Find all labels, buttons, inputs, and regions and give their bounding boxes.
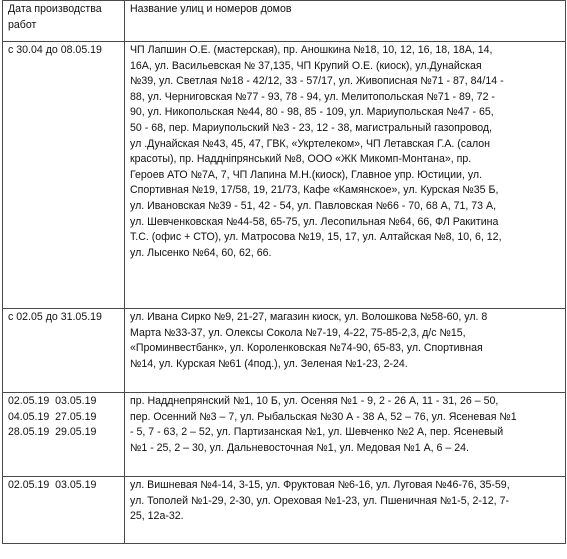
table-row	[3, 309, 566, 393]
streets-line: №14, ул. Курская №61 (4под.), ул. Зеленая №1-23, 2-24.	[130, 357, 408, 370]
date-cell	[3, 393, 125, 477]
streets-line: №1 - 25, 2 – 30, ул. Дальневосточная №1, ул. Медовая №1 А, 6 – 24.	[130, 441, 469, 454]
streets-cell	[125, 42, 566, 309]
date-line: 02.05.19 03.05.19	[8, 395, 97, 407]
streets-line: №39, ул. Светлая №18 - 42/12, 33 - 57/17, ул. Живописная №71 - 87, 84/14 -	[130, 75, 504, 88]
date-cell	[3, 42, 125, 309]
streets-line: 88, ул. Черниговская №77 - 93, 78 - 94, ул. Мелитопольская №71 - 89, 72 -	[130, 90, 495, 103]
streets-line: - 5, 7 - 63, 2 – 52, ул. Партизанская №1, ул. Шевченко №2 А, пер. Ясеневый	[130, 426, 504, 439]
streets-line: 50 - 68, пер. Мариупольский №3 - 23, 12 - 38, магистральный газопровод,	[130, 121, 492, 134]
streets-line: Спортивная №19, 17/58, 19, 21/73, Кафе «Камянское», ул. Курская №35 Б,	[130, 184, 499, 197]
streets-line: 25, 12а-32.	[130, 510, 184, 523]
header-date-line: работ	[8, 18, 37, 31]
streets-line: ул. Шевченковская №44-58, 65-75, ул. Лесопильная №64, 66, ФЛ Ракитина	[130, 215, 499, 228]
header-date-line: Дата производства	[8, 3, 102, 15]
streets-line: 90, ул. Никопольская №44, 80 - 98, 85 - 109, ул. Мариупольская №47 - 65,	[130, 106, 494, 119]
date-line: 28.05.19 29.05.19	[8, 426, 97, 439]
streets-line: «Проминвестбанк», ул. Короленковская №74-90, 65-83, ул. Спортивная	[130, 342, 483, 355]
streets-line: Т.С. (офис + СТО), ул. Матросова №19, 15, 17, ул. Алтайская №8, 10, 6, 12,	[130, 231, 502, 244]
date-line: с 30.04 до 08.05.19	[8, 44, 102, 56]
schedule-table	[2, 0, 566, 544]
table-header-row	[3, 1, 566, 42]
streets-line: ул. Ивановская №39 - 51, 42 - 54, ул. Павловская №66 - 70, 68 А, 71, 73 А,	[130, 199, 497, 212]
streets-line: Героев АТО №7А, 7, ЧП Лапина М.Н.(киоск), Главное упр. Юстиции, ул.	[130, 168, 483, 181]
streets-line: ул. Ивана Сирко №9, 21-27, магазин киоск, ул. Волошкова №58-60, ул. 8	[130, 311, 488, 323]
date-line: с 02.05 до 31.05.19	[8, 311, 102, 323]
streets-line: пер. Осенний №3 – 7, ул. Рыбальская №30 А - 38 А, 52 – 76, ул. Ясеневая №1	[130, 410, 517, 423]
streets-line: красоты), пр. Наддніпрянський №8, ООО «ЖК Микомп-Монтана», пр.	[130, 153, 472, 166]
streets-line: ул. Тополей №1-29, 2-30, ул. Ореховая №1-23, ул. Пшеничная №1-5, 2-12, 7-	[130, 494, 509, 507]
streets-line: Марта №33-37, ул. Олексы Сокола №7-19, 4-22, 75-85-2,3, д/с №15,	[130, 326, 466, 339]
table-row	[3, 477, 566, 544]
date-cell	[3, 309, 125, 393]
streets-line: 16А, ул. Васильевская № 37,135, ЧП Крупий О.Е. (киоск), ул.Дунайская	[130, 59, 482, 72]
streets-line: пр. Надднепрянский №1, 10 Б, ул. Осеняя №1 - 9, 2 - 26 А, 11 - 31, 26 – 50,	[130, 395, 499, 407]
streets-line: ул .Дунайская №43, 45, 47, ГВК, «Укртелеком», ЧП Летавская Г.А. (салон	[130, 137, 491, 150]
streets-cell	[125, 393, 566, 477]
streets-line: ЧП Лапшин О.Е. (мастерская), пр. Аношкина №18, 10, 12, 16, 18, 18А, 14,	[130, 44, 493, 56]
streets-line: ул. Вишневая №4-14, 3-15, ул. Фруктовая №6-16, ул. Луговая №46-76, 35-59,	[130, 479, 510, 491]
streets-line: ул. Лысенко №64, 60, 62, 66.	[130, 246, 272, 259]
header-date-cell	[3, 1, 125, 42]
streets-cell	[125, 309, 566, 393]
table-row	[3, 42, 566, 309]
date-line: 02.05.19 03.05.19	[8, 479, 97, 491]
header-streets-cell: Название улиц и номеров домов	[125, 1, 566, 42]
streets-cell	[125, 477, 566, 544]
table-row	[3, 393, 566, 477]
date-line: 04.05.19 27.05.19	[8, 410, 97, 423]
date-cell	[3, 477, 125, 544]
